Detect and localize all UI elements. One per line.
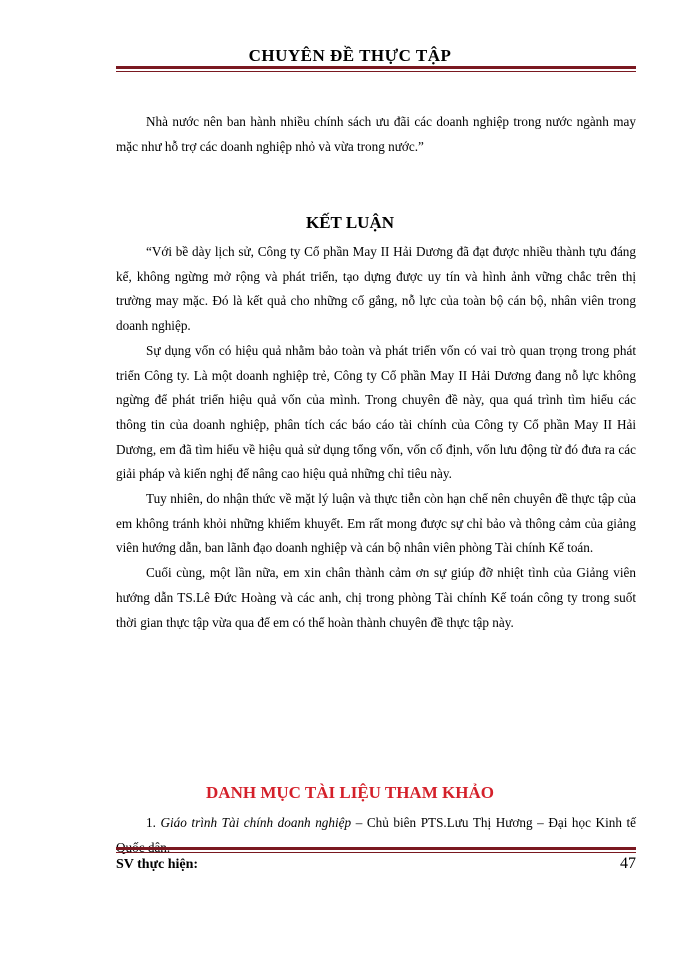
header-divider <box>116 66 636 72</box>
reference-details: – Chủ biên PTS.Lưu Thị Hương – Đại học Kinh tế <box>355 815 637 830</box>
intro-block <box>116 110 636 159</box>
references-heading: DANH MỤC TÀI LIỆU THAM KHẢO <box>206 783 494 802</box>
footer-divider <box>116 847 636 853</box>
intro-paragraph: Nhà nước nên ban hành nhiều chính sách ưu đãi các doanh nghiệp trong nước ngành may mặc như hỗ trợ các doanh nghiệp nhỏ và vừa trong nước.” <box>116 114 636 154</box>
conclusion-paragraph: Tuy nhiên, do nhận thức về mặt lý luận và thực tiễn còn hạn chế nên chuyên đề thực tập của em không tránh khỏi những khiếm khuyết. Em rất mong được sự chỉ bảo và thông cảm của giảng viên hướng dẫn, ban lãnh đạo doanh nghiệp và cán bộ nhân viên phòng Tài chính Kế toán. <box>116 491 636 556</box>
footer-author-label: SV thực hiện: <box>116 857 199 872</box>
reference-title: Giáo trình Tài chính doanh nghiệp <box>160 815 352 830</box>
page-number: 47 <box>620 855 636 872</box>
conclusion-paragraph: “Với bề dày lịch sử, Công ty Cổ phần May II Hải Dương đã đạt được nhiều thành tựu đáng kể, không ngừng mở rộng và phát triển, tạo dựng được uy tín và hình ảnh vững chắc trên thị trường may mặc. Đó là kết quả cho những cố gắng, nỗ lực của toàn bộ cán bộ, nhân viên trong doanh nghiệp. <box>116 244 636 334</box>
reference-number: 1. <box>146 815 156 830</box>
conclusion-heading: KẾT LUẬN <box>305 213 394 232</box>
page-header-title: CHUYÊN ĐỀ THỰC TẬP <box>248 46 452 65</box>
conclusion-paragraph: Cuối cùng, một lần nữa, em xin chân thành cảm ơn sự giúp đỡ nhiệt tình của Giảng viên hướng dẫn TS.Lê Đức Hoàng và các anh, chị trong phòng Tài chính Kế toán công ty trong suốt thời gian thực tập vừa qua để em có thể hoàn thành chuyên đề thực tập này. <box>116 565 636 630</box>
conclusion-block <box>116 240 636 635</box>
conclusion-paragraph: Sự dụng vốn có hiệu quả nhằm bảo toàn và phát triển vốn có vai trò quan trọng trong phát triển Công ty. Là một doanh nghiệp trẻ, Công ty Cổ phần May II Hải Dương đang nỗ lực không ngừng để phát triển hiệu quả vốn của mình. Trong chuyên đề này, qua quá trình tìm hiểu các thông tin của doanh nghiệp, phân tích các báo cáo tài chính của Công ty Cổ phần May II Hải Dương, em đã tìm hiểu về hiệu quả sử dụng tổng vốn, vốn cố định, vốn lưu động từ đó đưa ra các giải pháp và kiến nghị để nâng cao hiệu quả những chỉ tiêu này. <box>116 342 636 482</box>
